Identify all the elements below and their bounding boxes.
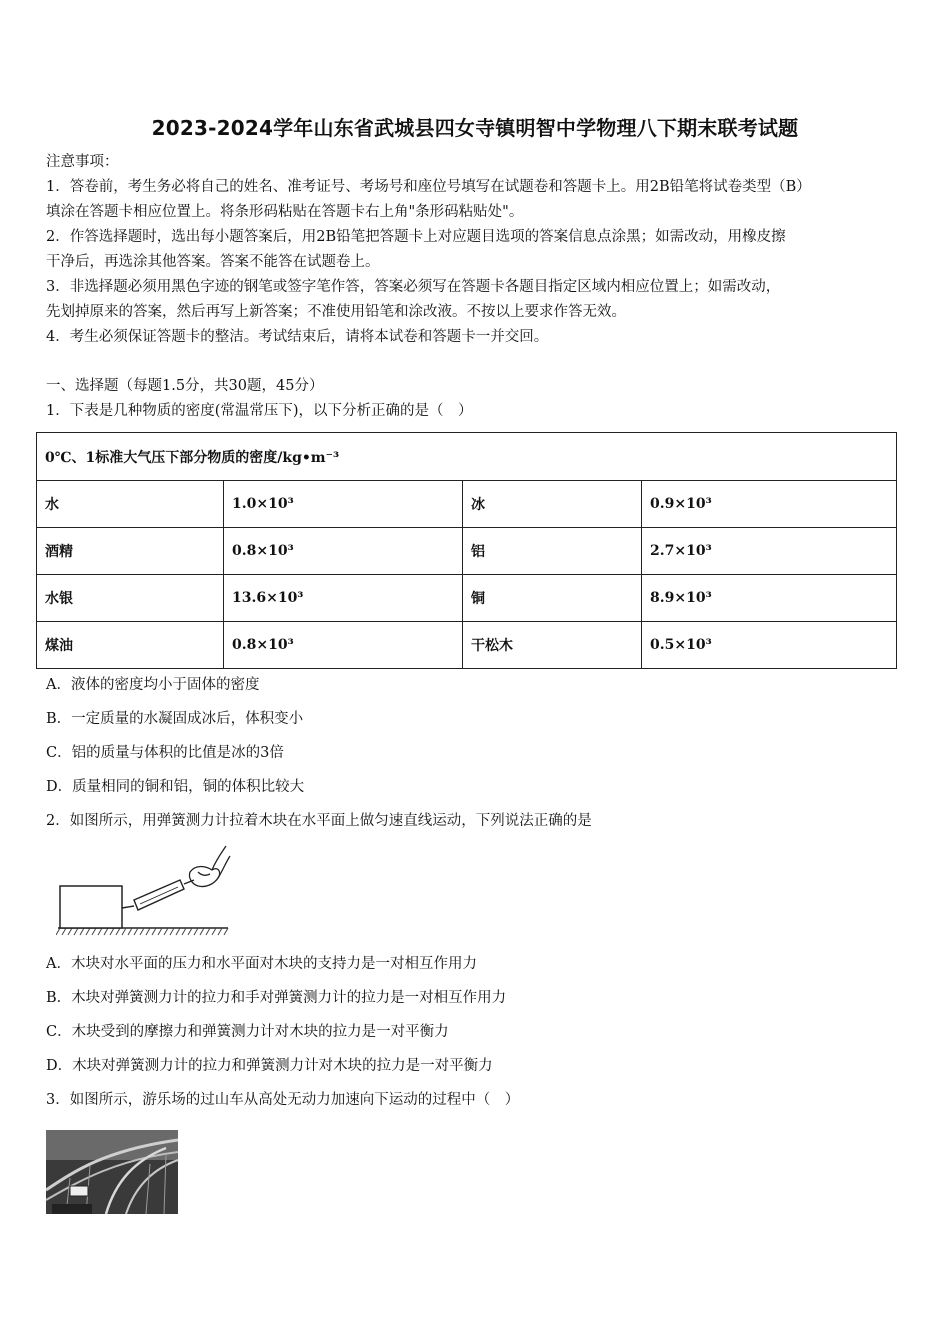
notice-heading: 注意事项： <box>46 154 119 170</box>
density-value: 1.0×10³ <box>224 481 463 528</box>
notice-line: 干净后，再选涂其他答案。答案不能答在试题卷上。 <box>46 254 380 270</box>
table-row <box>37 528 897 575</box>
notice-line: 4．考生必须保证答题卡的整洁。考试结束后，请将本试卷和答题卡一并交回。 <box>46 329 549 345</box>
q2-option-d: D．木块对弹簧测力计的拉力和弹簧测力计对木块的拉力是一对平衡力 <box>46 1058 493 1074</box>
notice-line: 填涂在答题卡相应位置上。将条形码粘贴在答题卡右上角"条形码粘贴处"。 <box>46 204 524 220</box>
table-row <box>37 481 897 528</box>
substance-name: 干松木 <box>463 622 642 669</box>
substance-name: 煤油 <box>37 622 224 669</box>
density-value: 0.5×10³ <box>642 622 897 669</box>
notice-line: 1．答卷前，考生务必将自己的姓名、准考证号、考场号和座位号填写在试题卷和答题卡上。用2B铅笔将试卷类型（B） <box>46 179 811 195</box>
q2-stem: 2．如图所示，用弹簧测力计拉着木块在水平面上做匀速直线运动，下列说法正确的是 <box>46 813 592 829</box>
density-value: 0.8×10³ <box>224 528 463 575</box>
density-table <box>36 432 897 669</box>
q2-option-b: B．木块对弹簧测力计的拉力和手对弹簧测力计的拉力是一对相互作用力 <box>46 990 507 1006</box>
density-value: 2.7×10³ <box>642 528 897 575</box>
notice-line: 3．非选择题必须用黑色字迹的钢笔或签字笔作答，答案必须写在答题卡各题目指定区域内相应位置上；如需改动， <box>46 279 781 295</box>
table-row <box>37 575 897 622</box>
exam-title: 2023-2024学年山东省武城县四女寺镇明智中学物理八下期末联考试题 <box>151 116 799 140</box>
ground-surface <box>56 928 228 935</box>
table-row <box>37 622 897 669</box>
q3-stem: 3．如图所示，游乐场的过山车从高处无动力加速向下运动的过程中（ ） <box>46 1092 520 1108</box>
q2-option-c: C．木块受到的摩擦力和弹簧测力计对木块的拉力是一对平衡力 <box>46 1024 449 1040</box>
notice-line: 2．作答选择题时，选出每小题答案后，用2B铅笔把答题卡上对应题目选项的答案信息点涂黑；如需改动，用橡皮擦 <box>46 229 786 245</box>
q1-option-b: B．一定质量的水凝固成冰后，体积变小 <box>46 711 304 727</box>
q1-stem: 1．下表是几种物质的密度(常温常压下)，以下分析正确的是（ ） <box>46 403 473 419</box>
table-header: 0℃、1标准大气压下部分物质的密度/kg•m⁻³ <box>37 433 897 481</box>
substance-name: 冰 <box>463 481 642 528</box>
density-value: 13.6×10³ <box>224 575 463 622</box>
spring-scale-figure <box>56 842 231 937</box>
notice-line: 先划掉原来的答案，然后再写上新答案；不准使用铅笔和涂改液。不按以上要求作答无效。 <box>46 304 626 320</box>
q1-option-d: D．质量相同的铜和铝，铜的体积比较大 <box>46 779 305 795</box>
substance-name: 水银 <box>37 575 224 622</box>
section-heading: 一、选择题（每题1.5分，共30题，45分） <box>46 378 324 394</box>
density-value: 0.9×10³ <box>642 481 897 528</box>
q2-option-a: A．木块对水平面的压力和水平面对木块的支持力是一对相互作用力 <box>46 956 477 972</box>
wooden-block <box>60 886 122 928</box>
q1-option-c: C．铝的质量与体积的比值是冰的3倍 <box>46 745 284 761</box>
density-value: 0.8×10³ <box>224 622 463 669</box>
substance-name: 铜 <box>463 575 642 622</box>
substance-name: 酒精 <box>37 528 224 575</box>
density-value: 8.9×10³ <box>642 575 897 622</box>
spring-scale <box>122 880 194 910</box>
substance-name: 铝 <box>463 528 642 575</box>
q1-option-a: A．液体的密度均小于固体的密度 <box>46 677 260 693</box>
substance-name: 水 <box>37 481 224 528</box>
roller-coaster-photo <box>46 1130 178 1214</box>
hand-drawing <box>189 846 230 887</box>
